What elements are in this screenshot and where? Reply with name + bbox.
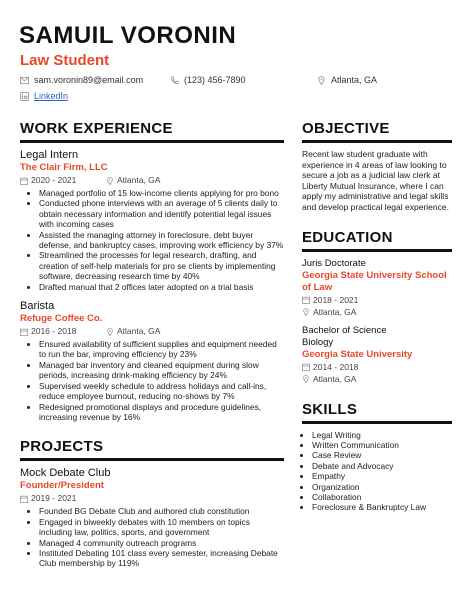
email-icon [20,76,29,85]
location-icon [302,308,310,316]
edu-dates-text: 2014 - 2018 [313,361,359,372]
calendar-icon [302,363,310,371]
contact-phone[interactable] [170,75,246,85]
calendar-icon [20,177,28,185]
list-item: • Assisted the managing attorney in foreclosure, debt buyer defense, and bankruptcy cases, improving work efficiency by 37% [39,230,284,251]
project-dates-text: 2019 - 2021 [31,493,77,504]
location-icon [106,328,114,336]
edu-location [302,374,452,385]
skill-item: • Empathy [312,471,452,481]
skill-item: • Debate and Advocacy [312,461,452,471]
calendar-icon [20,328,28,336]
email-text: sam.voronin89@email.com [34,75,144,85]
job-company: Refuge Coffee Co. [20,313,103,325]
linkedin-icon [20,92,29,101]
skill-item: • Legal Writing [312,430,452,440]
edu-dates-text: 2018 - 2021 [313,294,359,305]
job-title: Legal Intern [20,149,79,161]
linkedin-link[interactable]: LinkedIn [34,91,69,101]
phone-text: (123) 456-7890 [184,75,246,85]
list-item: • Managed 4 community outreach programs [39,538,284,548]
job-dates-text: 2016 - 2018 [31,326,77,337]
job-dates-text: 2020 - 2021 [31,175,77,185]
project-entry [20,467,284,568]
degree: Bachelor of Science [302,324,387,336]
location-icon [302,375,310,383]
projects-heading: PROJECTS [20,438,284,461]
job-location-text: Atlanta, GA [117,326,161,337]
location-text: Atlanta, GA [331,75,378,85]
location-icon [317,76,326,85]
phone-icon [170,76,179,85]
job-location [106,326,160,337]
project-role: Founder/President [20,480,104,492]
skill-item: • Foreclosure & Bankruptcy Law [312,502,452,512]
list-item: • Drafted manual that 2 offices later adopted on a trial basis [39,282,284,292]
objective-heading: OBJECTIVE [302,120,452,143]
project-meta [20,493,284,504]
right-column [302,120,452,513]
degree: Juris Doctorate [302,257,366,269]
list-item: • Managed portfolio of 15 low-income clients applying for pro bono [39,188,284,198]
list-item: • Streamlined the processes for legal research, drafting, and creation of self-help materials for pro se clients by implementing software, decreasing research time by 40% [39,250,284,281]
job-meta [20,326,284,337]
list-item: • Conducted phone interviews with an average of 5 clients daily to obtain necessary information and identify potential legal issues with incoming cases [39,198,284,229]
job-location-text: Atlanta, GA [117,175,161,185]
skill-item: • Collaboration [312,492,452,502]
contact-email[interactable] [20,75,143,85]
list-item: • Instituted Debating 101 class every semester, increasing Debate Club membership by 119% [39,548,284,569]
list-item: • Managed bar inventory and cleaned equipment during slow periods, increasing drink-making efficiency by 24% [39,360,284,381]
edu-dates [302,362,452,373]
school: Georgia State University School of Law [302,269,447,293]
job-dates [20,326,106,337]
skills-heading: SKILLS [302,401,452,424]
degree-field: Biology [302,336,334,348]
project-title: Mock Debate Club [20,467,111,480]
job-title: Barista [20,300,55,313]
edu-location-text: Atlanta, GA [313,373,357,384]
candidate-title: Law Student [20,52,110,69]
edu-dates [302,295,452,306]
education-heading: EDUCATION [302,229,452,252]
list-item: • Redesigned promotional displays and procedure guidelines, increasing revenue by 16% [39,402,284,423]
job-bullets [20,188,284,292]
project-bullets [20,506,284,568]
calendar-icon [302,296,310,304]
list-item: • Engaged in biweekly debates with 10 members on topics including law, politics, sports, and government [39,517,284,538]
calendar-icon [20,495,28,503]
list-item: • Ensured availability of sufficient supplies and equipment needed to run the bar, improving efficiency by 23% [39,339,284,360]
work-experience-heading: WORK EXPERIENCE [20,120,284,143]
skill-item: • Organization [312,482,452,492]
job-entry [20,149,284,292]
job-location [106,175,160,186]
left-column [20,120,284,569]
location-icon [106,177,114,185]
job-bullets [20,339,284,422]
objective-text: Recent law student graduate with experience in 4 areas of law looking to secure a job as a judicial law clerk at Liberty Mutual Insurance, where I can apply my administrative and legal skills and develop practical legal experience. [302,149,449,212]
edu-location [302,307,452,318]
candidate-name: SAMUIL VORONIN [19,22,237,49]
contact-linkedin[interactable] [20,91,68,101]
education-entry [302,325,452,385]
school: Georgia State University [302,348,413,360]
contact-location [317,75,377,85]
list-item: • Founded BG Debate Club and authored club constitution [39,506,284,516]
skills-list [302,430,452,513]
education-entry [302,258,452,318]
skill-item: • Written Communication [312,440,452,450]
job-company: The Clair Firm, LLC [20,162,108,173]
job-meta [20,175,284,186]
list-item: • Supervised weekly schedule to address holidays and call-ins, reduce employee burnout, reducing no-shows by 7% [39,381,284,402]
job-dates [20,175,106,186]
edu-location-text: Atlanta, GA [313,306,357,317]
job-entry [20,300,284,422]
skill-item: • Case Review [312,450,452,460]
project-dates [20,493,76,504]
